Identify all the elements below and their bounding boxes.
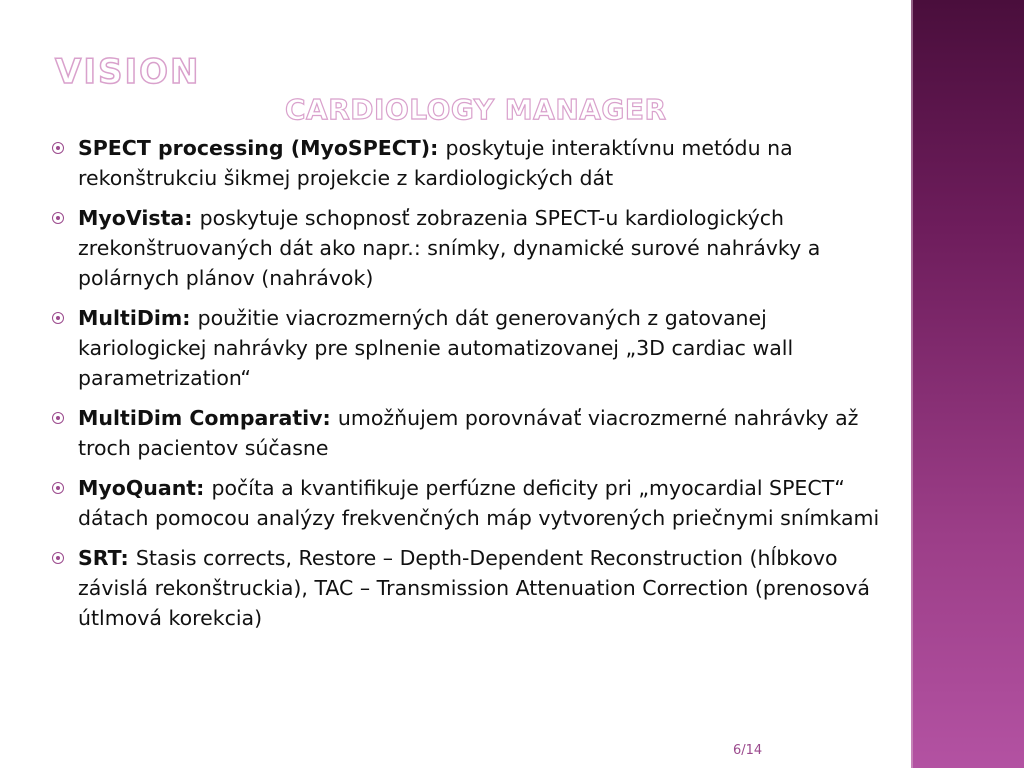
circle-dot-icon	[52, 412, 64, 424]
bullet-item-srt	[52, 543, 894, 633]
bullet-term: MultiDim Comparativ:	[78, 406, 338, 430]
slide-title: VISION	[55, 52, 201, 92]
bullet-text: umožňujem porovnávať viacrozmerné nahrávky až troch pacientov súčasne	[78, 406, 859, 460]
bullet-item-multidim	[52, 303, 894, 393]
bullet-list	[52, 133, 894, 643]
bullet-item-spect-processing	[52, 133, 894, 193]
bullet-text: poskytuje interaktívnu metódu na rekonštrukciu šikmej projekcie z kardiologických dát	[78, 136, 793, 190]
circle-dot-icon	[52, 312, 64, 324]
bullet-item-myovista	[52, 203, 894, 293]
circle-dot-icon	[52, 482, 64, 494]
page-number: 6/14	[733, 743, 763, 758]
circle-dot-icon	[52, 142, 64, 154]
bullet-term: MyoVista:	[78, 206, 200, 230]
bullet-term: SRT:	[78, 546, 136, 570]
bullet-term: MyoQuant:	[78, 476, 212, 500]
circle-dot-icon	[52, 552, 64, 564]
bullet-term: MultiDim:	[78, 306, 198, 330]
bullet-text: poskytuje schopnosť zobrazenia SPECT-u kardiologických zrekonštruovaných dát ako napr.: snímky, dynamické surové nahrávky a polárnych plánov (nahrávok)	[78, 206, 821, 290]
slide-subtitle: CARDIOLOGY MANAGER	[285, 93, 667, 126]
bullet-item-myoquant	[52, 473, 894, 533]
bullet-text: Stasis corrects, Restore – Depth-Dependent Reconstruction (hĺbkovo závislá rekonštruckia), TAC – Transmission Attenuation Correction (prenosová útlmová korekcia)	[78, 546, 870, 630]
bullet-term: SPECT processing (MyoSPECT):	[78, 136, 446, 160]
bullet-item-multidim-comparativ	[52, 403, 894, 463]
circle-dot-icon	[52, 212, 64, 224]
bullet-text: použitie viacrozmerných dát generovaných z gatovanej kariologickej nahrávky pre splnenie automatizovanej „3D cardiac wall parametrization“	[78, 306, 794, 390]
bullet-text: počíta a kvantifikuje perfúzne deficity pri „myocardial SPECT“ dátach pomocou analýzy frekvenčných máp vytvorených priečnymi snímkami	[78, 476, 880, 530]
side-decoration-band	[911, 0, 1024, 768]
